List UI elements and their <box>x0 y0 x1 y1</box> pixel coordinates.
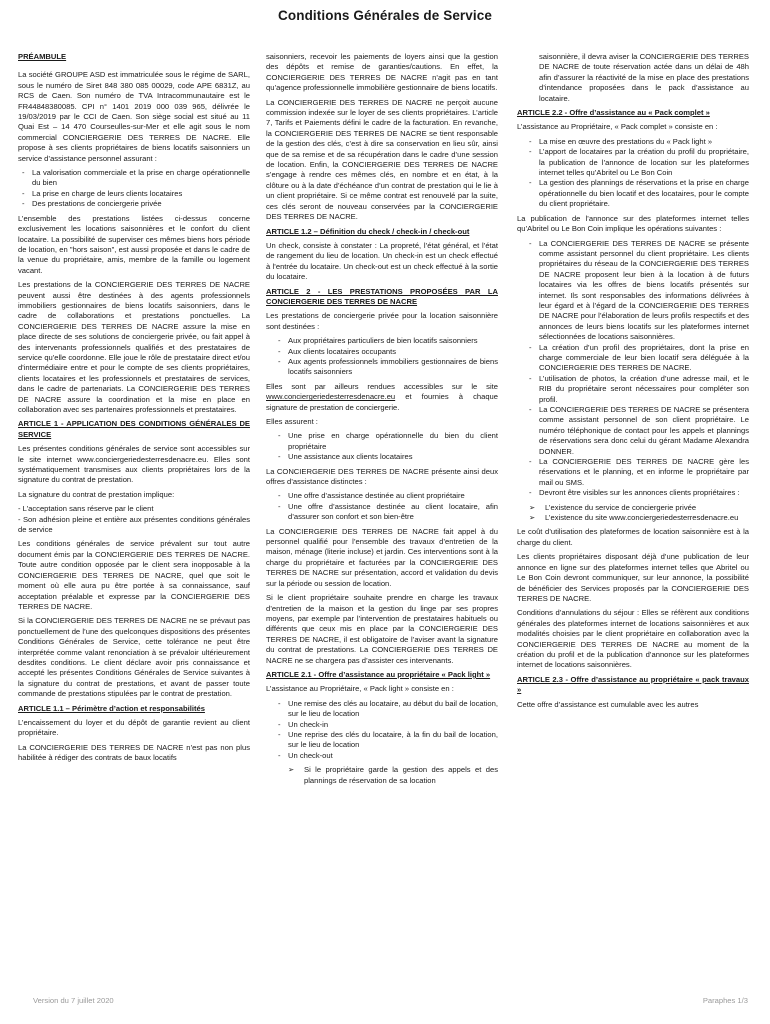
column-2 <box>266 52 498 790</box>
pack-complet-list <box>517 137 749 210</box>
list-item: - Aux agents professionnels immobiliers gestionnaires de biens locatifs saisonniers <box>266 357 498 378</box>
list-item: - La CONCIERGERIE DES TERRES DE NACRE se présentera comme assistant personnel de son client propriétaire. Le numéro téléphonique de contact pour les appels et plannings de réservations sera donc celui du gérant Madame Alexandra DONNER. <box>517 405 749 457</box>
paragraph: Les prestations de conciergerie privée pour la location saisonnière sont destinées : <box>266 311 498 331</box>
list-item: - L’apport de locataires par la création du profil du propriétaire, la publication de l’annonce de location sur les plateformes internet telles qu’Abritel ou Le Bon Coin <box>517 147 749 178</box>
assurances-list <box>266 431 498 462</box>
list-item: - Une offre d’assistance destinée au client propriétaire <box>266 491 498 501</box>
heading-article-2: ARTICLE 2 - LES PRESTATIONS PROPOSÉES PAR LA CONCIERGERIE DES TERRES DE NACRE <box>266 286 498 306</box>
paragraph: La CONCIERGERIE DES TERRES DE NACRE fait appel à du personnel qualifié pour l’ensemble des travaux d’entretien de la maison, ménage (literie incluse) et jardin. Ces interventions sont à la charge du propriétaire et facturées par la CONCIERGERIE DES TERRES DE NACRE sur présentation, accord et validation du devis sur la période ou session de location. <box>266 526 498 588</box>
offers-list <box>266 491 498 522</box>
paragraph: Si la CONCIERGERIE DES TERRES DE NACRE ne se prévaut pas ponctuellement de l’une des quelconques dispositions des présentes Conditions Générales de Service, cette tolérance ne peut être interprétée comme valant renonciation à se prévaloir ultérieurement desdites conditions. Le client déclare avoir pris connaissance et accepté les présentes Conditions Générales de Service suivantes à la signature du contrat de prestations, et avant de passer toute commande de prestations stipulées par le contrat de prestation. <box>18 616 250 699</box>
signature-implications-list <box>18 504 250 535</box>
paragraph: Le coût d’utilisation des plateformes de location saisonnière est à la charge du client. <box>517 527 749 547</box>
paragraph: La signature du contrat de prestation implique: <box>18 489 175 499</box>
list-item: ➢ L’existence du site www.conciergeriedesterresdenacre.eu <box>517 513 749 523</box>
column-1 <box>18 52 250 768</box>
document-title: Conditions Générales de Service <box>278 8 492 23</box>
footer-paraphes: Paraphes 1/3 <box>702 996 748 1005</box>
paragraph: L’ensemble des prestations listées ci-dessus concerne exclusivement les locations saisonnières et le confort du client locataire. La possibilité de superviser ces mêmes biens hors période de location, en "hors saison", est aussi proposée et dans le cadre de la venue du propriétaire, amis, membre de la famille ou logement vacant. <box>18 213 250 275</box>
paragraph: L’assistance au Propriétaire, « Pack complet » consiste en : <box>517 122 718 132</box>
heading-article-1-1: ARTICLE 1.1 – Périmètre d’action et responsabilités <box>18 703 205 713</box>
list-item: - Aux clients locataires occupants <box>266 347 498 357</box>
heading-article-2-1: ARTICLE 2.1 - Offre d’assistance au propriétaire « Pack light » <box>266 669 491 679</box>
list-item: - Une remise des clés au locataire, au début du bail de location, sur le lieu de location <box>266 699 498 720</box>
paragraph: Cette offre d’assistance est cumulable avec les autres <box>517 699 699 709</box>
heading-article-1-2: ARTICLE 1.2 – Définition du check / check-in / check-out <box>266 226 470 236</box>
list-item: ➢ Si le propriétaire garde la gestion des appels et des plannings de réservation de sa location <box>266 765 498 786</box>
list-item: ➢ L’existence du service de conciergerie privée <box>517 503 749 513</box>
list-item: - La mise en œuvre des prestations du « Pack light » <box>517 137 749 147</box>
list-item: - L’utilisation de photos, la création d’une adresse mail, et le RIB du propriétaire seront nécessaires pour compléter son profil. <box>517 374 749 405</box>
continued-list-item: saisonnière, il devra aviser la CONCIERGERIE DES TERRES DE NACRE de toute réservation actée dans un délai de 48h afin d’assurer la réactivité de la mise en place des prestations d’intendance proposées dans le pack d’assistance au locataire. <box>539 52 749 103</box>
list-item: - Un check-in <box>266 720 498 730</box>
paragraph: La CONCIERGERIE DES TERRES DE NACRE n’est pas non plus habilitée à rédiger des contrats de baux locatifs <box>18 742 250 763</box>
beneficiaries-list <box>266 336 498 378</box>
paragraph <box>266 382 498 413</box>
arrow-list <box>266 765 498 786</box>
heading-article-1: ARTICLE 1 - APPLICATION DES CONDITIONS GÉNÉRALES DE SERVICE <box>18 419 250 439</box>
paragraph: Les clients propriétaires disposant déjà d’une publication de leur annonce en ligne sur des plateformes internet telles que Abritel ou Le Bon Coin devront communiquer, sur leur annonce, la possibilité de bénéficier des Services proposés par la CONCIERGERIE DES TERRES DE NACRE. <box>517 552 749 603</box>
list-item: - Une offre d’assistance destinée au client locataire, afin d’assurer son confort et son bien-être <box>266 502 498 523</box>
pack-light-list <box>266 699 498 761</box>
paragraph: Les prestations de la CONCIERGERIE DES TERRES DE NACRE peuvent aussi être destinées à des agents professionnels immobiliers gestionnaires de biens locatifs saisonniers, dans le cadre de collaborations et prestations ponctuelles. La CONCIERGERIE DES TERRES DE NACRE assure la mise en place directe de ses solutions de conciergerie privée, ou fait appel à des intervenants professionnels qualifiés et des prestataires de service qu'elle coordonne. Elle joue le rôle de prestataire direct et/ou d'intermédiaire entre et pour le compte de ses clients propriétaires, clients locataires et les professionnels et prestataires de services, dans le cadre de partenariats. La CONCIERGERIE DES TERRES DE NACRE assure la coordination et la mise en place en collaboration avec ses partenaires professionnels et prestataires. <box>18 280 250 414</box>
publication-operations-list <box>517 239 749 499</box>
list-item: - Aux propriétaires particuliers de bien locatifs saisonniers <box>266 336 498 346</box>
paragraph: La CONCIERGERIE DES TERRES DE NACRE ne perçoit aucune commission indexée sur le loyer de ses clients propriétaires. L’article 7, Tarifs et Paiements défini le cadre de la facturation. En revanche, la CONCIERGERIE DES TERRES DE NACRE se tient responsable de la gestion des clés, c’est à dire sa conservation en lieu sûr, ainsi que de sa remise et de sa récupération dans le cadre d’une session de location. Enfin, la CONCIERGERIE DES TERRES DE NACRE s’engage à rendre ces mêmes clés, en nombre et en état, à la clôture ou à la date d’échéance d’un contrat de prestation qui le lie à un client propriétaire. Si ce même contrat est renouvelé par la suite, ces clés seront de nouveau conservées par la CONCIERGERIE DES TERRES DE NACRE. <box>266 97 498 222</box>
column-3 <box>517 52 749 714</box>
list-item: - La CONCIERGERIE DES TERRES DE NACRE se présente comme assistant personnel du client propriétaire. Les clients propriétaires du réseau de la CONCIERGERIE DES TERRES DE NACRE proposent leur bien à la location à de futurs locataires via les offres de biens locatifs présentés sur internet. Ils sont responsables des informations délivrées à leur égard et à l’égard de la CONCIERGERIE DES TERRES DE NACRE pour l’élaboration de leurs profils respectifs et des annonces de leurs biens locatifs sur les plateformes internet sélectionnées de locations saisonnières. <box>517 239 749 343</box>
heading-preambule: PRÉAMBULE <box>18 52 67 61</box>
paragraph: Un check, consiste à constater : La propreté, l’état général, et l’état de rangement du lieu de location. Un check-in est un check effectué à l’entrée du locataire. Un check-out est un check effectué à la sortie du locataire. <box>266 240 498 282</box>
list-item: - Devront être visibles sur les annonces clients propriétaires : <box>517 488 749 498</box>
list-item: - L’acceptation sans réserve par le client <box>18 504 154 514</box>
list-item: - La CONCIERGERIE DES TERRES DE NACRE gère les réservations et le planning, et en informe le propriétaire par mail ou SMS. <box>517 457 749 488</box>
paragraph: La société GROUPE ASD est immatriculée sous le régime de SARL, sous le numéro de Siret 848 380 085 00029, code APE 6831Z, au RCS de Caen. Son numéro de TVA Intracommunautaire est le FR44848380085. CPI n° 1401 2019 000 039 965, délivrée le 19/03/2019 par le CCI de Caen. Son siège social est situé au 11 Quai Est – 14 470 Courseulles-sur-Mer et elle agit sous le nom commercial CONCIERGERIE DES TERRES DE NACRE. Elle propose à ses clients propriétaires de biens locatifs saisonniers un service d’assistance personnel assurant : <box>18 70 250 163</box>
text-span: Elles sont par ailleurs rendues accessibles sur le site <box>266 381 498 391</box>
paragraph: Elles assurent : <box>266 417 318 426</box>
paragraph: saisonniers, recevoir les paiements de loyers ainsi que la gestion des dépôts et remise de garanties/cautions. En effet, la CONCIERGERIE DES TERRES DE NACRE n’agit pas en tant qu’agence professionnelle immobilière gestionnaire de biens locatifs. <box>266 52 498 93</box>
paragraph: La CONCIERGERIE DES TERRES DE NACRE présente ainsi deux offres d’assistance distinctes : <box>266 466 498 487</box>
text-span: et fournies à chaque signature de prestation de conciergerie. <box>266 392 498 412</box>
list-item: - La gestion des plannings de réservations et la prise en charge opérationnelle du bien locatif et des locataires, pour le compte du client propriétaire. <box>517 178 749 209</box>
list-item: - La prise en charge de leurs clients locataires <box>18 189 250 199</box>
list-item: - Des prestations de conciergerie privée <box>18 199 250 209</box>
paragraph: Conditions d’annulations du séjour : Elles se réfèrent aux conditions générales des plateformes internet de locations saisonnières et aux modalités choisies par le client propriétaire en collaboration avec la CONCIERGERIE DES TERRES DE NACRE au moment de la création du profil et de la publication d’annonce sur les plateformes internet de locations saisonnières. <box>517 608 749 670</box>
list-item: - Une prise en charge opérationnelle du bien du client propriétaire <box>266 431 498 452</box>
paragraph: L’encaissement du loyer et du dépôt de garantie revient au client propriétaire. <box>18 717 250 738</box>
paragraph: Les conditions générales de service prévalent sur tout autre document émis par la CONCIERGERIE DES TERRES DE NACRE. Toute autre condition opposée par le client sera inopposable à la CONCIERGERIE DES TERRES DE NACRE, quel que soit le moment où elle aura pu être portée à sa connaissance, sauf acceptation préalable et expresse par la CONCIERGERIE DES TERRES DE NACRE. <box>18 539 250 611</box>
list-item: - La création d’un profil des propriétaires, dont la prise en charge commerciale de leur bien locatif sera déléguée à la CONCIERGERIE DES TERRES DE NACRE. <box>517 343 749 374</box>
heading-article-2-2: ARTICLE 2.2 - Offre d’assistance au « Pack complet » <box>517 108 710 118</box>
paragraph: La publication de l’annonce sur des plateformes internet telles qu’Abritel ou Le Bon Coin implique les opérations suivantes : <box>517 213 749 234</box>
paragraph: Si le client propriétaire souhaite prendre en charge les travaux d’entretien de la maison et la gestion du linge par ses propres moyens, par exemple par l’intervention de prestataires habituels ou différents que ceux mis en place par la CONCIERGERIE DES TERRES DE NACRE, il est obligatoire de l’aviser avant la signature du contrat de prestations. La CONCIERGERIE DES TERRES DE NACRE ne se chargera pas d’assister ces intervenants. <box>266 593 498 665</box>
heading-article-2-3: ARTICLE 2.3 - Offre d’assistance au propriétaire « pack travaux » <box>517 674 749 695</box>
paragraph: Les présentes conditions générales de service sont accessibles sur le site internet www.conciergeriedesterresdenacre.eu. Elles sont systématiquement transmises aux clients propriétaires lors de la signature du contrat de prestation. <box>18 444 250 485</box>
visibility-arrow-list <box>517 503 749 524</box>
list-item: - Une assistance aux clients locataires <box>266 452 498 462</box>
service-list <box>18 168 250 210</box>
footer-version: Version du 7 juillet 2020 <box>33 996 114 1005</box>
list-item: - Son adhésion pleine et entière aux présentes conditions générales de service <box>18 514 250 535</box>
list-item: - Un check-out <box>266 751 498 761</box>
list-item: - Une reprise des clés du locataire, à la fin du bail de location, sur le lieu de location <box>266 730 498 751</box>
list-item: - La valorisation commerciale et la prise en charge opérationnelle du bien <box>18 168 250 189</box>
paragraph: L’assistance au Propriétaire, « Pack light » consiste en : <box>266 684 454 694</box>
website-link[interactable]: www.conciergeriedesterresdenacre.eu <box>266 392 396 402</box>
